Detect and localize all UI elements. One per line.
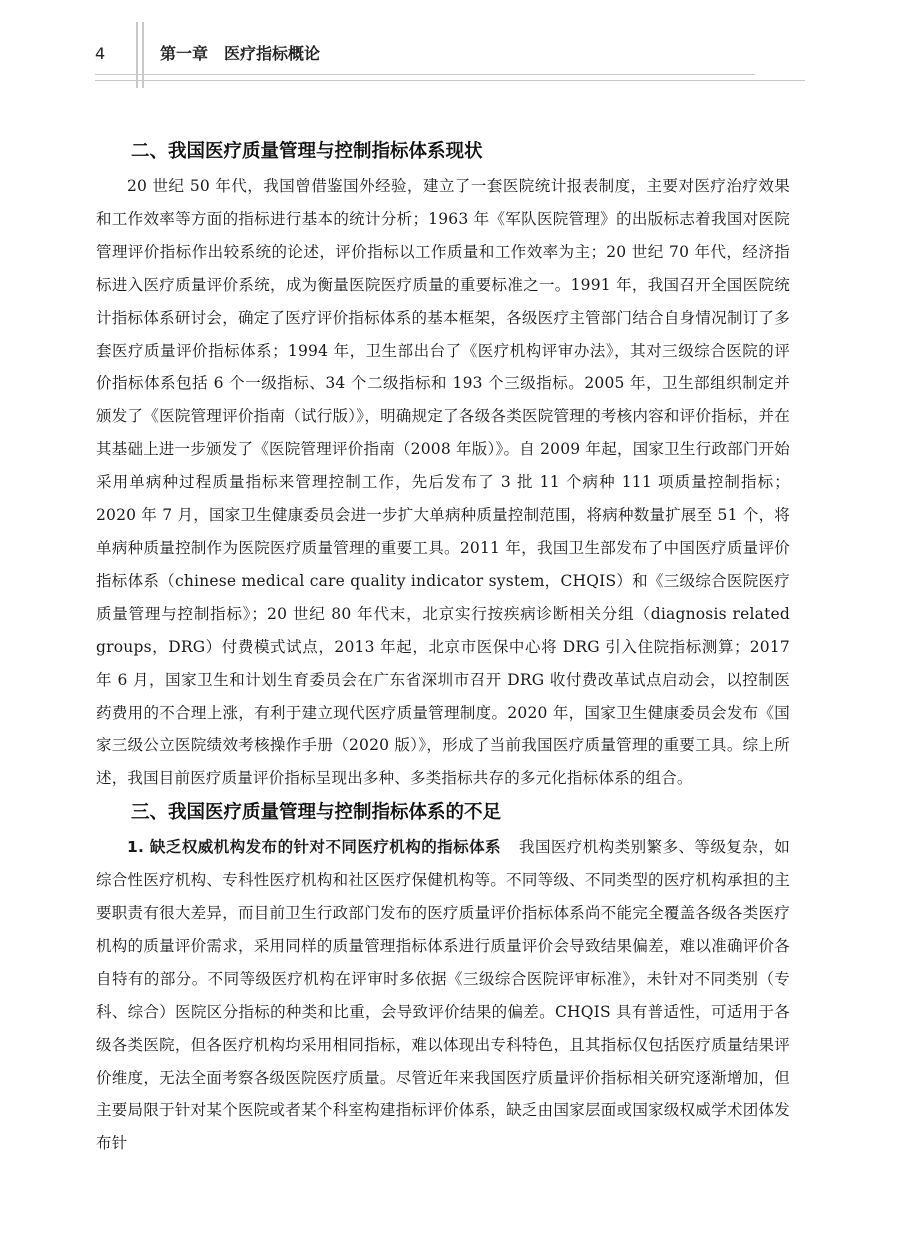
shortcoming-item-lead: 1. 缺乏权威机构发布的针对不同医疗机构的指标体系 bbox=[127, 838, 501, 857]
header-divider-vertical bbox=[136, 22, 138, 88]
header-divider-horizontal bbox=[95, 80, 805, 81]
shortcoming-item-text: 我国医疗机构类别繁多、等级复杂，如综合性医疗机构、专科性医疗机构和社区医疗保健机构等。不同等级、不同类型的医疗机构承担的主要职责有很大差异，而目前卫生行政部门发布的医疗质量评价指标体系尚不能完全覆盖各级各类医疗机构的质量评价需求，采用同样的质量管理指标体系进行质量评价会导致结果偏差，难以准确评价各自特有的部分。不同等级医疗机构在评审时多依据《三级综合医院评审标准》，未针对不同类别（专科、综合）医院区分指标的种类和比重，会导致评价结果的偏差。CHQIS 具有普适性，可适用于各级各类医院，但各医疗机构均采用相同指标，难以体现出专科特色，且其指标仅包括医疗质量结果评价维度，无法全面考察各级医院医疗质量。尽管近年来我国医疗质量评价指标相关研究逐渐增加，但主要局限于针对某个医院或者某个科室构建指标评价体系，缺乏由国家层面或国家级权威学术团体发布针 bbox=[96, 838, 790, 1153]
section-heading-status: 二、我国医疗质量管理与控制指标体系现状 bbox=[131, 141, 483, 162]
page-header bbox=[0, 0, 900, 100]
header-divider-horizontal bbox=[95, 74, 755, 75]
chapter-title: 第一章 医疗指标概论 bbox=[160, 44, 321, 63]
shortcoming-item-paragraph bbox=[96, 831, 790, 1160]
page-body bbox=[96, 134, 790, 1160]
section-heading-shortcomings: 三、我国医疗质量管理与控制指标体系的不足 bbox=[131, 802, 502, 824]
status-paragraph: 20 世纪 50 年代，我国曾借鉴国外经验，建立了一套医院统计报表制度，主要对医疗治疗效果和工作效率等方面的指标进行基本的统计分析；1963 年《军队医院管理》的出版标志着我国对医院管理评价指标作出较系统的论述，评价指标以工作质量和工作效率为主；20 世纪 70 年代，经济指标进入医疗质量评价系统，成为衡量医院医疗质量的重要标准之一。1991 年，我国召开全国医院统计指标体系研讨会，确定了医疗评价指标体系的基本框架，各级医疗主管部门结合自身情况制订了多套医疗质量评价指标体系；1994 年，卫生部出台了《医疗机构评审办法》，其对三级综合医院的评价指标体系包括 6 个一级指标、34 个二级指标和 193 个三级指标。2005 年，卫生部组织制定并颁发了《医院管理评价指南（试行版）》，明确规定了各级各类医院管理的考核内容和评价指标，并在其基础上进一步颁发了《医院管理评价指南（2008 年版）》。自 2009 年起，国家卫生行政部门开始采用单病种过程质量指标来管理控制工作，先后发布了 3 批 11 个病种 111 项质量控制指标；2020 年 7 月，国家卫生健康委员会进一步扩大单病种质量控制范围，将病种数量扩展至 51 个，将单病种质量控制作为医院医疗质量管理的重要工具。2011 年，我国卫生部发布了中国医疗质量评价指标体系（chinese medical care quality indicator system，CHQIS）和《三级综合医院医疗质量管理与控制指标》；20 世纪 80 年代末，北京实行按疾病诊断相关分组（diagnosis related groups，DRG）付费模式试点，2013 年起，北京市医保中心将 DRG 引入住院指标测算；2017 年 6 月，国家卫生和计划生育委员会在广东省深圳市召开 DRG 收付费改革试点启动会，以控制医药费用的不合理上涨，有利于建立现代医疗质量管理制度。2020 年，国家卫生健康委员会发布《国家三级公立医院绩效考核操作手册（2020 版）》，形成了当前我国医疗质量管理的重要工具。综上所述，我国目前医疗质量评价指标呈现出多种、多类指标共存的多元化指标体系的组合。 bbox=[96, 177, 790, 788]
page-number: 4 bbox=[95, 44, 106, 63]
header-divider-vertical bbox=[142, 22, 144, 88]
